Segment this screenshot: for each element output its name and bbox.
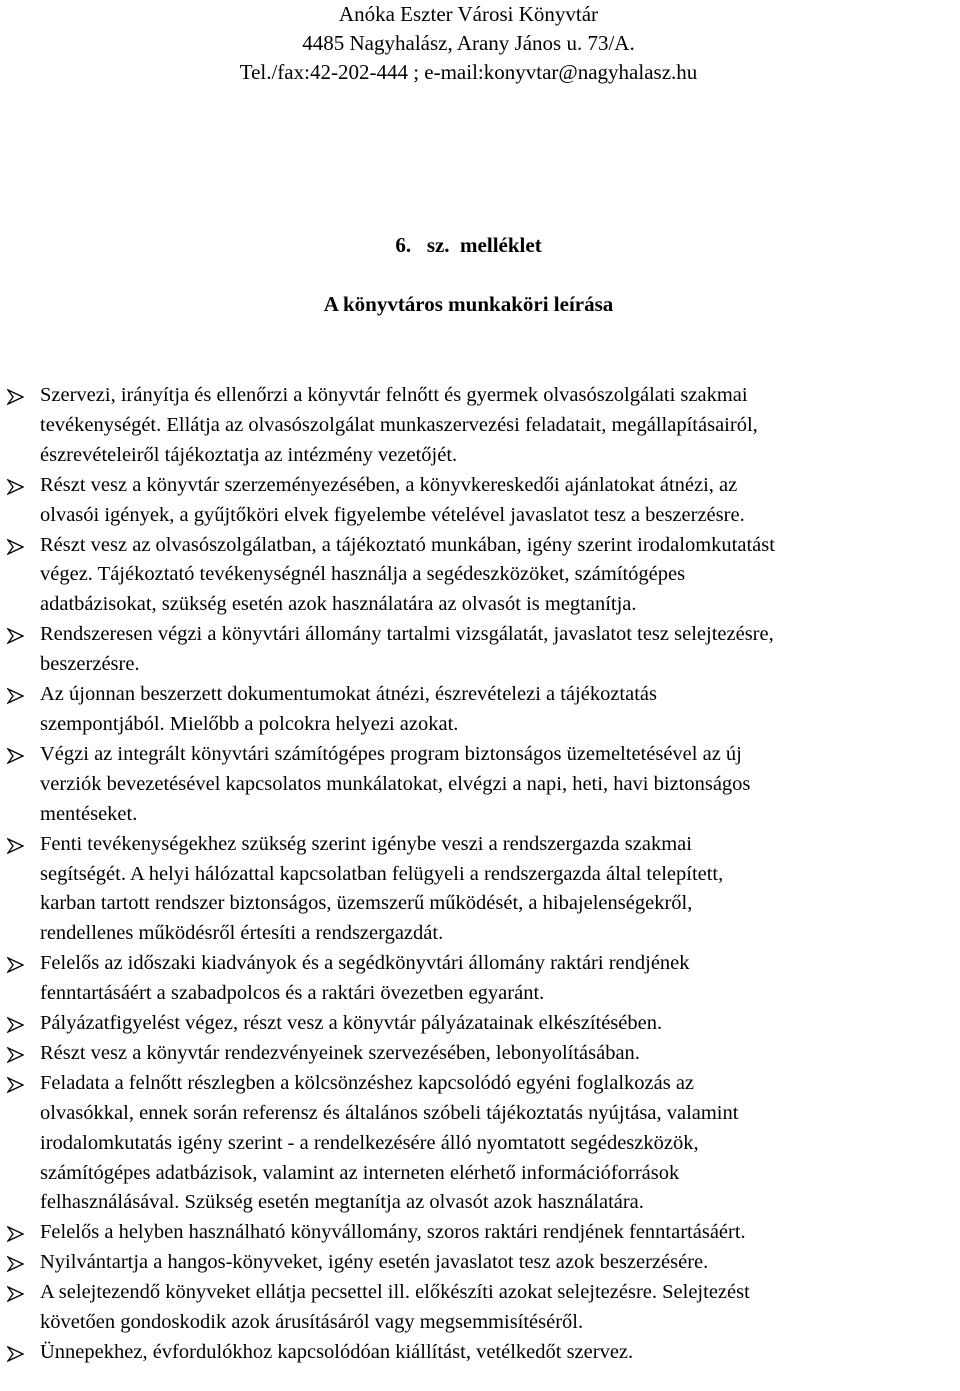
library-address: 4485 Nagyhalász, Arany János u. 73/A. <box>302 31 635 55</box>
duty-text-line: Az újonnan beszerzett dokumentumokat átnézi, észrevételezi a tájékoztatás <box>40 683 657 706</box>
arrowhead-bullet-icon <box>7 680 27 710</box>
duty-list-item <box>0 1009 960 1039</box>
duty-list-item <box>0 1069 960 1219</box>
duty-text-line: Nyilvántartja a hangos-könyveket, igény esetén javaslatot tesz azok beszerzésére. <box>40 1251 709 1274</box>
arrowhead-bullet-icon <box>7 949 27 979</box>
duty-text-line: olvasókkal, ennek során referensz és általános szóbeli tájékoztatás nyújtása, valamint <box>40 1101 739 1124</box>
arrowhead-bullet-icon <box>7 620 27 650</box>
duty-list <box>0 381 960 1368</box>
duty-list-item <box>0 381 960 471</box>
duty-list-item <box>0 1248 960 1278</box>
duty-text-line: adatbázisokat, szükség esetén azok használatára az olvasót is megtanítja. <box>40 593 637 616</box>
arrowhead-bullet-icon <box>7 740 27 770</box>
duty-text-line: fenntartásáért a szabadpolcos és a raktári övezetben egyaránt. <box>40 982 545 1005</box>
duty-text-line: végez. Tájékoztató tevékenységnél használja a segédeszközöket, számítógépes <box>40 563 686 586</box>
duty-text-line: tevékenységét. Ellátja az olvasószolgálat munkaszervezési feladatait, megállapításairól, <box>40 413 758 436</box>
duty-text-line: verziók bevezetésével kapcsolatos munkálatokat, elvégzi a napi, heti, havi biztonságos <box>40 772 751 795</box>
library-contact: Tel./fax:42-202-444 ; e-mail:konyvtar@nagyhalasz.hu <box>239 60 698 84</box>
duty-text-line: olvasói igények, a gyűjtőköri elvek figyelembe vételével javaslatot tesz a beszerzésre. <box>40 503 745 526</box>
arrowhead-bullet-icon <box>7 830 27 860</box>
arrowhead-bullet-icon <box>7 1248 27 1278</box>
duty-text-line: mentéseket. <box>40 802 138 825</box>
duty-text-line: irodalomkutatás igény szerint - a rendelkezésére álló nyomtatott segédeszközök, <box>40 1131 699 1154</box>
duty-list-item <box>0 680 960 740</box>
duty-text-line: Szervezi, irányítja és ellenőrzi a könyvtár felnőtt és gyermek olvasószolgálati szakmai <box>40 384 748 406</box>
duty-list-item <box>0 1278 960 1338</box>
arrowhead-bullet-icon <box>7 471 27 501</box>
document-title: A könyvtáros munkaköri leírása <box>323 292 614 316</box>
duty-list-item <box>0 620 960 680</box>
arrowhead-bullet-icon <box>7 1069 27 1099</box>
duty-list-item <box>0 531 960 621</box>
duty-list-item <box>0 471 960 531</box>
arrowhead-bullet-icon <box>7 1278 27 1308</box>
duty-text-line: Részt vesz az olvasószolgálatban, a tájékoztató munkában, igény szerint irodalomkutatást <box>40 533 775 556</box>
duty-text-line: Ünnepekhez, évfordulókhoz kapcsolódóan kiállítást, vetélkedőt szervez. <box>40 1341 634 1363</box>
duty-list-item <box>0 740 960 830</box>
arrowhead-bullet-icon <box>7 531 27 561</box>
duty-text-line: Pályázatfigyelést végez, részt vesz a könyvtár pályázatainak elkészítésében. <box>40 1012 663 1035</box>
duty-text-line: karban tartott rendszer biztonságos, üzemszerű működését, a hibajelenségekről, <box>40 892 693 915</box>
arrowhead-bullet-icon <box>7 381 27 411</box>
duty-list-item <box>0 1039 960 1069</box>
duty-text-line: szempontjából. Mielőbb a polcokra helyezi azokat. <box>40 712 459 735</box>
annex-label: 6. sz. melléklet <box>395 233 542 257</box>
duty-text-line: beszerzésre. <box>40 653 140 676</box>
duty-text-line: Felelős az időszaki kiadványok és a segédkönyvtári állomány raktári rendjének <box>40 952 690 975</box>
duty-text-line: segítségét. A helyi hálózattal kapcsolatban felügyeli a rendszergazda által telepített, <box>40 862 724 885</box>
duty-text-line: észrevételeiről tájékoztatja az intézmény vezetőjét. <box>40 443 458 466</box>
duty-list-item <box>0 830 960 950</box>
arrowhead-bullet-icon <box>7 1338 27 1368</box>
arrowhead-bullet-icon <box>7 1218 27 1248</box>
arrowhead-bullet-icon <box>7 1009 27 1039</box>
duty-text-line: Részt vesz a könyvtár szerzeményezésében, a könyvkereskedői ajánlatokat átnézi, az <box>40 473 738 496</box>
duty-list-item <box>0 949 960 1009</box>
duty-text-line: számítógépes adatbázisok, valamint az interneten elérhető információforrások <box>40 1161 680 1184</box>
duty-text-line: Részt vesz a könyvtár rendezvényeinek szervezésében, lebonyolításában. <box>40 1041 640 1064</box>
duty-text-line: követően gondoskodik azok árusításáról vagy megsemmisítéséről. <box>40 1311 584 1334</box>
duty-text-line: felhasználásával. Szükség esetén megtanítja az olvasót azok használatára. <box>40 1191 644 1214</box>
duty-text-line: Felelős a helyben használható könyvállomány, szoros raktári rendjének fenntartásáért. <box>40 1221 746 1244</box>
duty-text-line: rendellenes működésről értesíti a rendszergazdát. <box>40 922 444 945</box>
duty-text-line: Végzi az integrált könyvtári számítógépes program biztonságos üzemeltetésével az új <box>40 742 742 765</box>
duty-text-line: A selejtezendő könyveket ellátja pecsettel ill. előkészíti azokat selejtezésre. Selejtezést <box>40 1281 750 1304</box>
library-name: Anóka Eszter Városi Könyvtár <box>338 2 599 26</box>
duty-list-item <box>0 1338 960 1368</box>
arrowhead-bullet-icon <box>7 1039 27 1069</box>
duty-text-line: Fenti tevékenységekhez szükség szerint igénybe veszi a rendszergazda szakmai <box>40 832 692 855</box>
duty-text-line: Feladata a felnőtt részlegben a kölcsönzéshez kapcsolódó egyéni foglalkozás az <box>40 1071 695 1094</box>
letterhead <box>0 0 937 87</box>
duty-list-item <box>0 1218 960 1248</box>
duty-text-line: Rendszeresen végzi a könyvtári állomány tartalmi vizsgálatát, javaslatot tesz selejtezésre, <box>40 623 774 646</box>
